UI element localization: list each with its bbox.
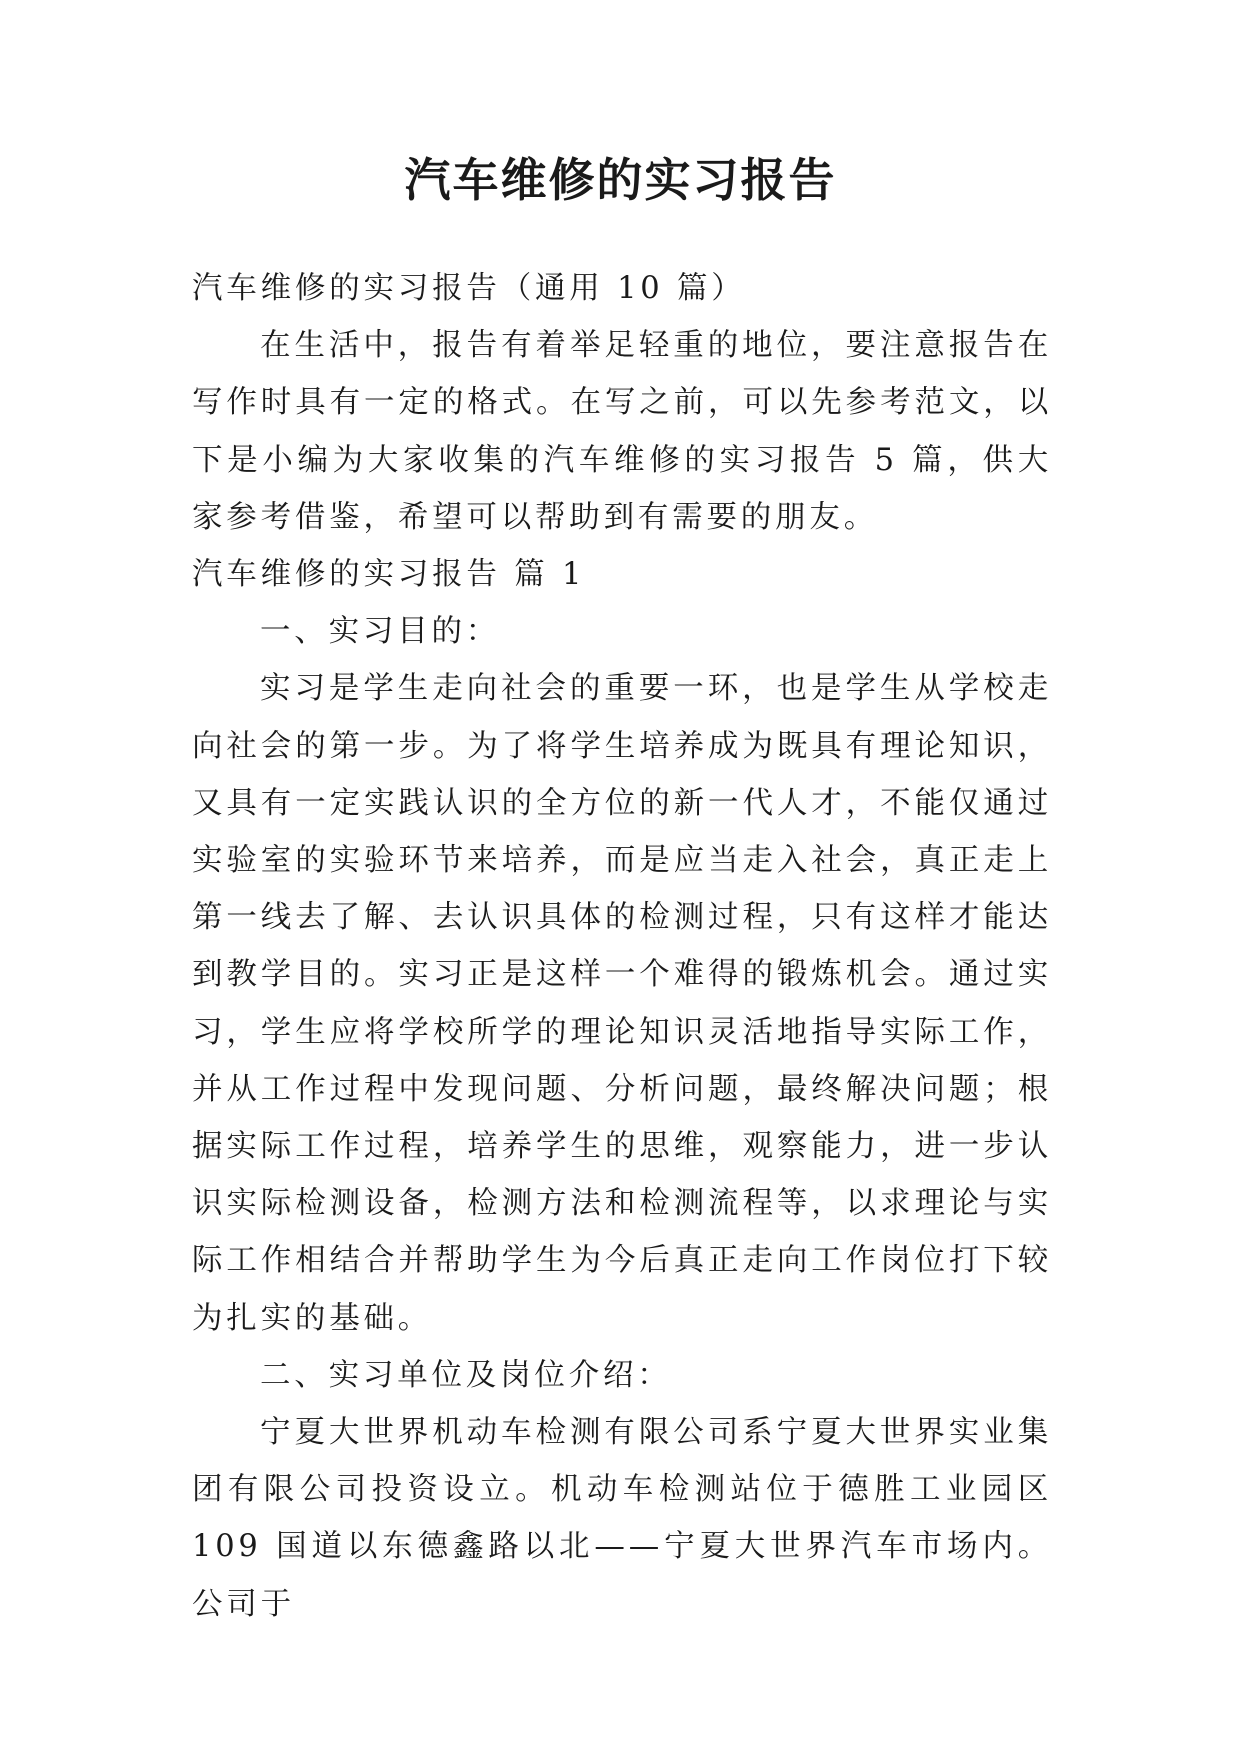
paragraph-subtitle: 汽车维修的实习报告（通用 10 篇） xyxy=(192,271,746,306)
document-title: 汽车维修的实习报告 xyxy=(404,153,837,207)
paragraph-unit: 宁夏大世界机动车检测有限公司系宁夏大世界实业集团有限公司投资设立。机动车检测站位于德胜工业园区 109 国道以东德鑫路以北——宁夏大世界汽车市场内。公司于 xyxy=(192,1415,1052,1622)
paragraph-intro: 在生活中，报告有着举足轻重的地位，要注意报告在写作时具有一定的格式。在写之前，可以先参考范文，以下是小编为大家收集的汽车维修的实习报告 5 篇，供大家参考借鉴，希望可以帮助到有需要的朋友。 xyxy=(192,328,1052,535)
document-body xyxy=(192,260,1052,1633)
paragraph-heading-unit: 二、实习单位及岗位介绍： xyxy=(260,1357,672,1393)
paragraph-section-heading: 汽车维修的实习报告 篇 1 xyxy=(192,557,586,593)
paragraph-purpose: 实习是学生走向社会的重要一环，也是学生从学校走向社会的第一步。为了将学生培养成为既具有理论知识，又具有一定实践认识的全方位的新一代人才，不能仅通过实验室的实验环节来培养，而是应当走入社会，真正走上第一线去了解、去认识具体的检测过程，只有这样才能达到教学目的。实习正是这样一个难得的锻炼机会。通过实习，学生应将学校所学的理论知识灵活地指导实际工作，并从工作过程中发现问题、分析问题，最终解决问题；根据实际工作过程，培养学生的思维，观察能力，进一步认识实际检测设备，检测方法和检测流程等，以求理论与实际工作相结合并帮助学生为今后真正走向工作岗位打下较为扎实的基础。 xyxy=(192,671,1052,1336)
paragraph-heading-purpose: 一、实习目的： xyxy=(260,614,501,650)
